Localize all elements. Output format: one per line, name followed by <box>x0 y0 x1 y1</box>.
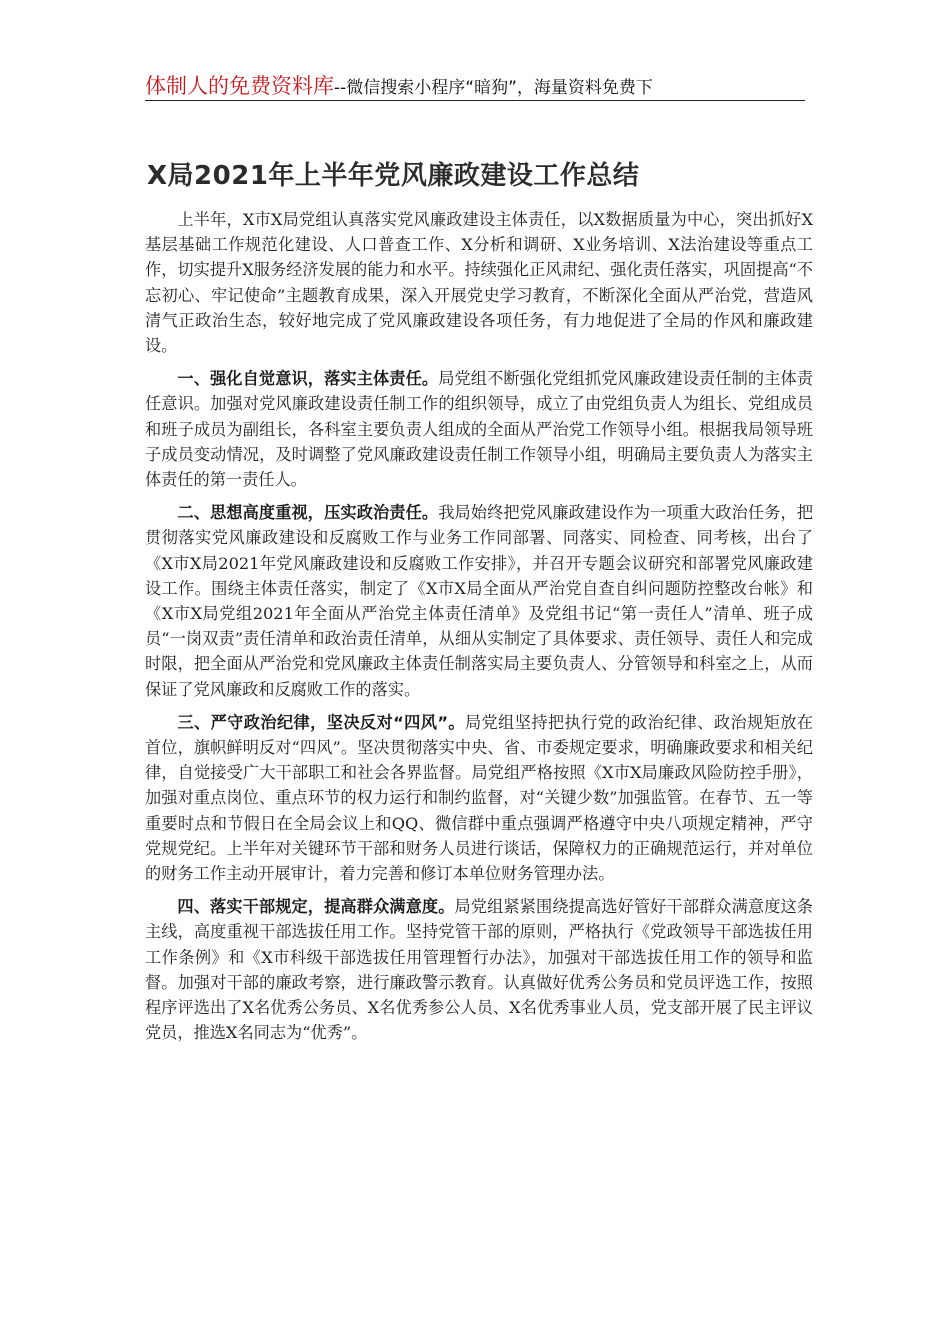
section-text: 局党组紧紧围绕提高选好管好干部群众满意度这条主线，高度重视干部选拔任用工作。坚持党管干部的原则，严格执行《党政领导干部选拔任用工作条例》和《X市科级干部选拔任用管理暂行办法》，加强对干部选拔任用工作的领导和监督。加强对干部的廉政考察，进行廉政警示教育。认真做好优秀公务员和党员评选工作，按照程序评选出了X名优秀公务员、X名优秀参公人员、X名优秀事业人员，党支部开展了民主评议党员，推选X名同志为“优秀”。 <box>145 897 813 1043</box>
page-header <box>145 70 805 104</box>
header-divider <box>145 100 805 101</box>
section-text: 局党组不断强化党组抓党风廉政建设责任制的主体责任意识。加强对党风廉政建设责任制工作的组织领导，成立了由党组负责人为组长、党组成员和班子成员为副组长，各科室主要负责人组成的全面从严治党工作领导小组。根据我局领导班子成员变动情况，及时调整了党风廉政建设责任制工作领导小组，明确局主要负责人为落实主体责任的第一责任人。 <box>145 369 814 490</box>
header-brand: 体制人的免费资料库 <box>145 74 334 98</box>
section-paragraph <box>145 710 813 886</box>
section-heading: 四、落实干部规定，提高群众满意度。 <box>177 897 455 917</box>
section-heading: 二、思想高度重视，压实政治责任。 <box>177 503 439 523</box>
intro-paragraph: 上半年，X市X局党组认真落实党风廉政建设主体责任，以X数据质量为中心，突出抓好X基层基础工作规范化建设、人口普查工作、X分析和调研、X业务培训、X法治建设等重点工作，切实提升X服务经济发展的能力和水平。持续强化正风肃纪、强化责任落实，巩固提高“不忘初心、牢记使命”主题教育成果，深入开展党史学习教育，不断深化全面从严治党，营造风清气正政治生态，较好地完成了党风廉政建设各项任务，有力地促进了全局的作风和廉政建设。 <box>145 210 813 356</box>
section-text: 我局始终把党风廉政建设作为一项重大政治任务，把贯彻落实党风廉政建设和反腐败工作与业务工作同部署、同落实、同检查、同考核，出台了《X市X局2021年党风廉政建设和反腐败工作安排》，并召开专题会议研究和部署党风廉政建设工作。围绕主体责任落实，制定了《X市X局全面从严治党自查自纠问题防控整改台帐》和《X市X局党组2021年全面从严治党主体责任清单》及党组书记“第一责任人”清单、班子成员“一岗双责”责任清单和政治责任清单，从细从实制定了具体要求、责任领导、责任人和完成时限，把全面从严治党和党风廉政主体责任制落实局主要负责人、分管领导和科室之上，从而保证了党风廉政和反腐败工作的落实。 <box>145 503 814 699</box>
section-heading: 一、强化自觉意识，落实主体责任。 <box>177 369 439 389</box>
header-tagline: --微信搜索小程序“暗狗”，海量资料免费下 <box>334 78 653 98</box>
document-title: X局2021年上半年党风廉政建设工作总结 <box>147 161 640 191</box>
document-body <box>145 207 813 1054</box>
section-heading: 三、严守政治纪律，坚决反对“四风”。 <box>177 712 465 732</box>
section-paragraph <box>145 500 813 702</box>
section-paragraph <box>145 366 813 492</box>
section-text: 局党组坚持把执行党的政治纪律、政治规矩放在首位，旗帜鲜明反对“四风”。坚决贯彻落实中央、省、市委规定要求，明确廉政要求和相关纪律，自觉接受广大干部职工和社会各界监督。局党组严格按照《X市X局廉政风险防控手册》，加强对重点岗位、重点环节的权力运行和制约监督，对“关键少数”加强监管。在春节、五一等重要时点和节假日在全局会议上和QQ、微信群中重点强调严格遵守中央八项规定精神，严守党规党纪。上半年对关键环节干部和财务人员进行谈话，保障权力的正确规范运行，并对单位的财务工作主动开展审计，着力完善和修订本单位财务管理办法。 <box>145 712 814 884</box>
section-paragraph <box>145 894 813 1045</box>
